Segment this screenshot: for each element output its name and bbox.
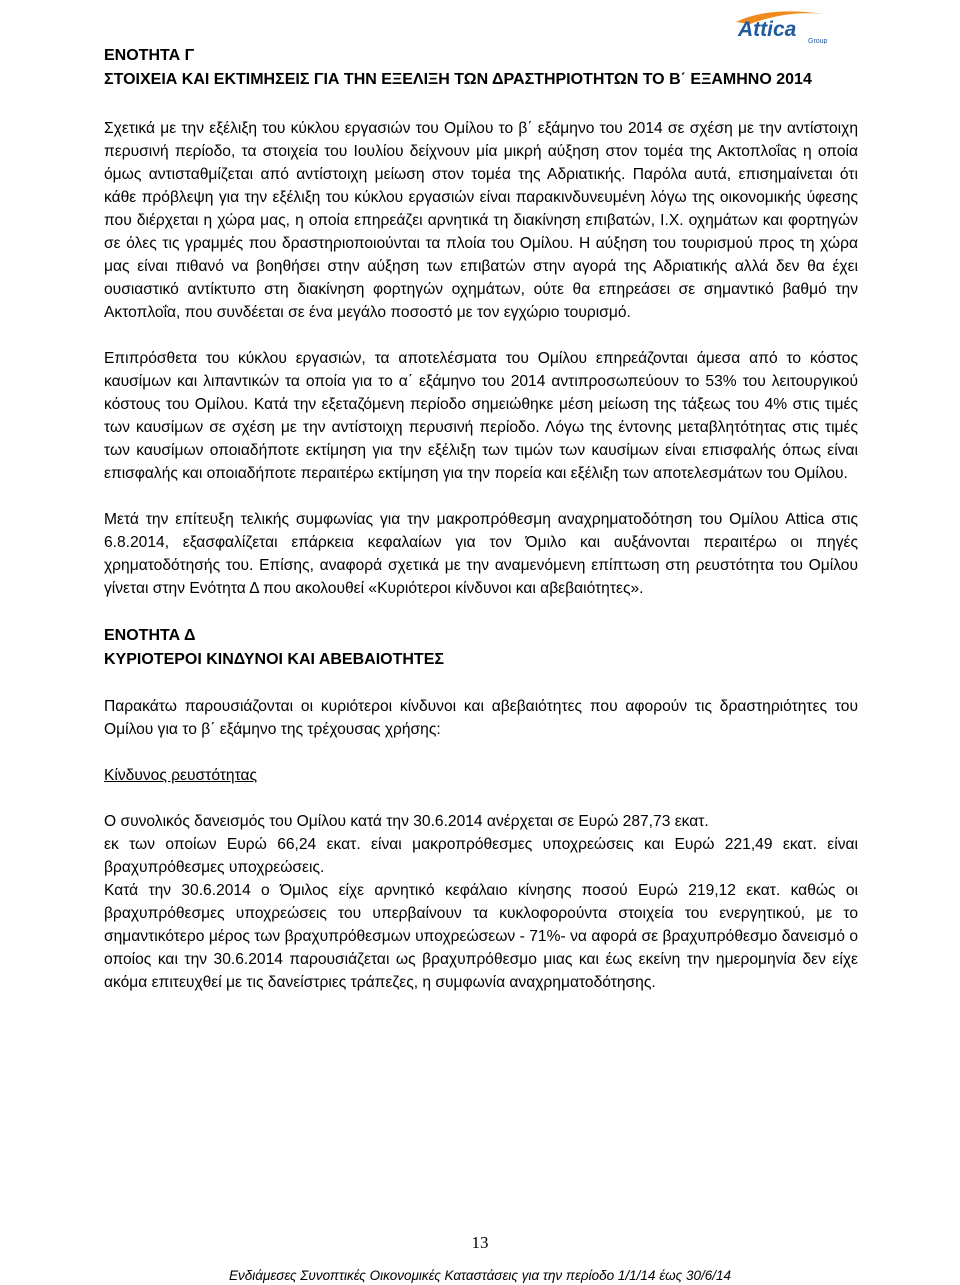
section-d-intro: Παρακάτω παρουσιάζονται οι κυριότεροι κίνδυνοι και αβεβαιότητες που αφορούν τις δραστηριότητες του Ομίλου για το β΄ εξάμηνο της τρέχουσας χρήσης: (104, 698, 858, 738)
section-c-paragraph-2: Επιπρόσθετα του κύκλου εργασιών, τα αποτελέσματα του Ομίλου επηρεάζονται άμεσα από το κόστος καυσίμων και λιπαντικών τα οποία για το α΄ εξάμηνο του 2014 αντιπροσωπεύουν το 53% του λειτουργικού κόστους του Ομίλου. Κατά την εξεταζόμενη περίοδο σημειώθηκε μέση μείωση της τάξεως του 4% στις τιμές των καυσίμων σε σχέση με την αντίστοιχη περυσινή περίοδο. Λόγω της έντονης μεταβλητότητας στις τιμές των καυσίμων οποιαδήποτε εκτίμηση για την εξέλιξη των τιμών των καυσίμων είναι επισφαλής όπως είναι επισφαλής και οποιαδήποτε περαιτέρω εκτίμηση για την πορεία και εξέλιξη των αποτελεσμάτων του Ομίλου. (104, 350, 858, 482)
section-c-subtitle: ΣΤΟΙΧΕΙΑ ΚΑΙ ΕΚΤΙΜΗΣΕΙΣ ΓΙΑ ΤΗΝ ΕΞΕΛΙΞΗ ΤΩΝ ΔΡΑΣΤΗΡΙΟΤΗΤΩΝ ΤΟ Β΄ ΕΞΑΜΗΝΟ 2014 (104, 71, 812, 88)
footer-caption: Ενδιάμεσες Συνοπτικές Οικονομικές Καταστάσεις για την περίοδο 1/1/14 έως 30/6/14 (229, 1268, 731, 1283)
section-d (104, 624, 858, 994)
page-number: 13 (471, 1233, 489, 1252)
page-content (104, 44, 858, 994)
section-c-paragraph-3: Μετά την επίτευξη τελικής συμφωνίας για την μακροπρόθεσμη αναχρηματοδότηση του Ομίλου Attica στις 6.8.2014, εξασφαλίζεται επάρκεια κεφαλαίων για τον Όμιλο και αυξάνονται περαιτέρω οι πηγές χρηματοδότησής του. Επίσης, αναφορά σχετικά με την αναμενόμενη επίπτωση στη ρευστότητα του Ομίλου γίνεται στην Ενότητα Δ που ακολουθεί «Κυριότεροι κίνδυνοι και αβεβαιότητες». (104, 511, 858, 597)
attica-group-logo (728, 8, 846, 44)
logo-wordmark: Attica (738, 18, 797, 41)
working-capital-paragraph: Κατά την 30.6.2014 ο Όμιλος είχε αρνητικό κεφάλαιο κίνησης ποσού Ευρώ 219,12 εκατ. καθώς οι βραχυπρόθεσμες υποχρεώσεις του υπερβαίνουν τα κυκλοφορούντα στοιχεία του ενεργητικού, με το σημαντικότερο μέρος των βραχυπρόθεσμων υποχρεώσεων - 71%- να αφορά σε βραχυπρόθεσμο δανεισμό ο οποίος και την 30.6.2014 παρουσιάζεται ως βραχυπρόθεσμο μιας και έως εκείνη την ημερομηνία δεν είχε ακόμα επιτευχθεί με τις δανείστριες τράπεζες, η συμφωνία αναχρηματοδότησης. (104, 882, 858, 991)
section-c-paragraph-1: Σχετικά με την εξέλιξη του κύκλου εργασιών του Ομίλου το β΄ εξάμηνο του 2014 σε σχέση με την αντίστοιχη περυσινή περίοδο, τα στοιχεία του Ιουλίου δείχνουν μία μικρή αύξηση στον τομέα της Ακτοπλοΐας η οποία όμως αντισταθμίζεται από αντίστοιχη μείωση στον τομέα της Αδριατικής. Παρόλα αυτά, επισημαίνεται ότι κάθε πρόβλεψη για την εξέλιξη του κύκλου εργασιών είναι παρακινδυνευμένη λόγω της οικονομικής ύφεσης που διέρχεται η χώρα μας, η οποία επηρεάζει αρνητικά τη διακίνηση επιβατών, Ι.Χ. οχημάτων και φορτηγών σε όλες τις γραμμές που δραστηριοποιούνται τα πλοία του Ομίλου. Η αύξηση του τουρισμού προς τη χώρα μας είναι πιθανό να βοηθήσει στην αύξηση των επιβατών στην αγορά της Αδριατικής αλλά δεν θα έχει ουσιαστικό αντίκτυπο στη διακίνηση φορτηγών οχημάτων, ούτε θα επηρεάσει σε σημαντικό βαθμό την Ακτοπλοΐα, που συνδέεται σε ένα μεγάλο ποσοστό με τον εγχώριο τουρισμό. (104, 120, 858, 321)
section-c-title: ΕΝΟΤΗΤΑ Γ (104, 47, 195, 64)
total-borrowing-line: Ο συνολικός δανεισμός του Ομίλου κατά την 30.6.2014 ανέρχεται σε Ευρώ 287,73 εκατ. (104, 813, 709, 830)
logo-subtext: Group (808, 38, 828, 44)
section-c (104, 44, 858, 600)
liquidity-risk-heading: Κίνδυνος ρευστότητας (104, 767, 258, 784)
section-d-subtitle: ΚΥΡΙΟΤΕΡΟΙ ΚΙΝΔΥΝΟΙ ΚΑΙ ΑΒΕΒΑΙΟΤΗΤΕΣ (104, 651, 444, 668)
borrowing-breakdown-line: εκ των οποίων Ευρώ 66,24 εκατ. είναι μακροπρόθεσμες υποχρεώσεις και Ευρώ 221,49 εκατ. είναι βραχυπρόθεσμες υποχρεώσεις. (104, 836, 858, 876)
section-d-title: ΕΝΟΤΗΤΑ Δ (104, 627, 196, 644)
